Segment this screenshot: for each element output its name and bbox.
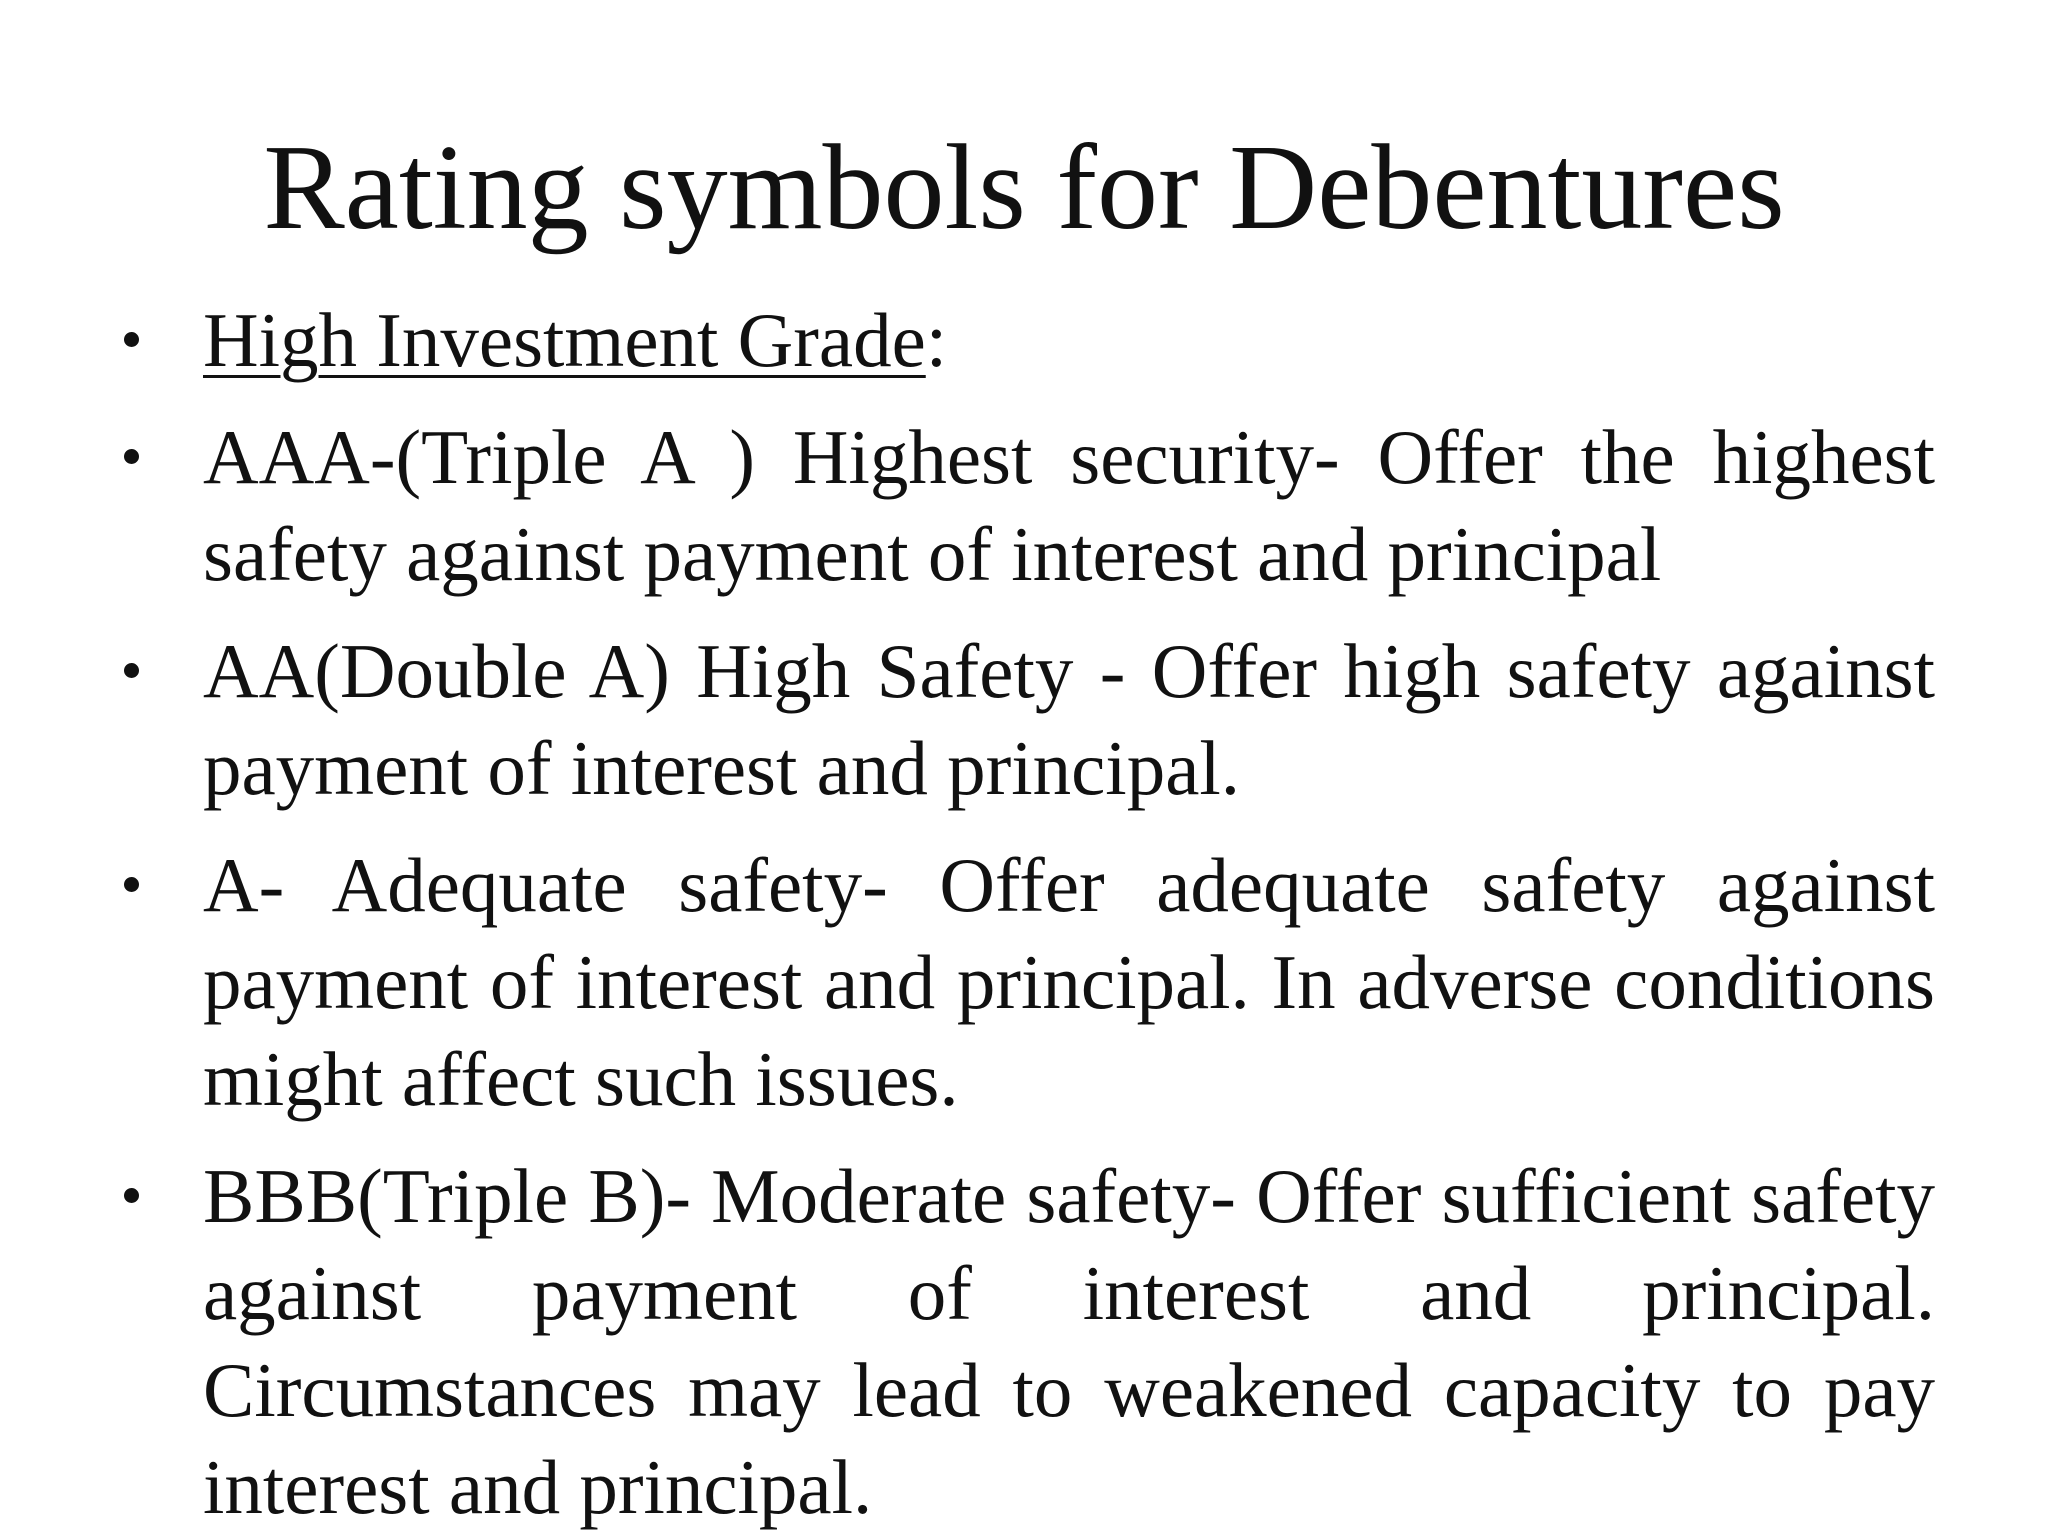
bullet-dot-icon [124,332,139,347]
bullet-item-bbb [120,1148,1935,1536]
bullet-dot-icon [124,449,139,464]
bullet-text-a: A- Adequate safety- Offer adequate safety against payment of interest and principal. In adverse conditions might affect such issues. [203,842,1935,1122]
bullet-item-aaa [120,409,1935,603]
bullet-text-bbb: BBB(Triple B)- Moderate safety- Offer sufficient safety against payment of interest and principal. Circumstances may lead to weakened capacity to pay interest and principal. [203,1153,1935,1530]
bullet-dot-icon [124,1188,139,1203]
bullet-dot-icon [124,663,139,678]
bullet-dot-icon [124,877,139,892]
section-heading-suffix: : [925,297,948,383]
bullet-text-aa: AA(Double A) High Safety - Offer high safety against payment of interest and principal. [203,628,1935,811]
section-heading: High Investment Grade [203,297,926,383]
bullet-item-high-investment-grade [120,292,1935,389]
bullet-text-aaa: AAA-(Triple A ) Highest security- Offer the highest safety against payment of interest and principal [203,414,1935,597]
slide-title: Rating symbols for Debentures [263,120,1785,255]
bullet-list [120,292,1935,1536]
bullet-item-aa [120,623,1935,817]
bullet-item-a [120,837,1935,1128]
